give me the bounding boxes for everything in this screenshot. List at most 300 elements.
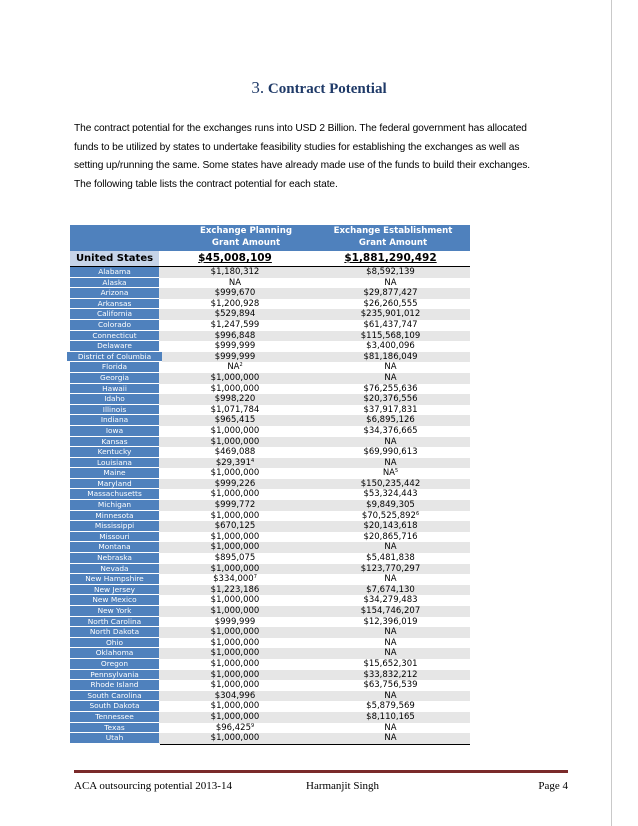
establishment-amount — [311, 606, 470, 617]
establishment-value: $115,568,109 — [360, 330, 421, 341]
table-row — [70, 394, 470, 405]
establishment-value: $9,849,305 — [366, 500, 415, 511]
establishment-amount — [311, 458, 470, 469]
establishment-value: $34,279,483 — [363, 595, 418, 606]
planning-amount — [160, 712, 310, 723]
state-name: North Carolina — [70, 617, 159, 628]
planning-value: NA — [227, 362, 240, 373]
establishment-amount — [311, 394, 470, 405]
establishment-value: $6,895,126 — [366, 415, 415, 426]
state-name: Minnesota — [70, 511, 159, 522]
establishment-value: $15,652,301 — [363, 658, 418, 669]
planning-value: $999,999 — [214, 341, 256, 352]
state-name: Oregon — [70, 659, 159, 670]
table-row — [70, 532, 470, 543]
planning-amount — [160, 500, 310, 511]
table-row — [70, 278, 470, 289]
planning-amount — [160, 394, 310, 405]
planning-amount — [160, 617, 310, 628]
table-row — [70, 733, 470, 744]
planning-value: $1,000,000 — [210, 468, 260, 479]
planning-value: $1,000,000 — [210, 627, 260, 638]
establishment-amount — [311, 733, 470, 744]
planning-amount — [160, 691, 310, 702]
table-body — [70, 267, 470, 744]
establishment-value: $61,437,747 — [363, 319, 418, 330]
state-name: Indiana — [70, 415, 159, 426]
planning-amount — [160, 267, 310, 278]
planning-value: $1,200,928 — [210, 298, 260, 309]
state-name: New York — [70, 606, 159, 617]
planning-amount — [160, 670, 310, 681]
establishment-value: $8,592,139 — [366, 267, 415, 277]
planning-value: $1,000,000 — [210, 648, 260, 659]
table-row — [70, 511, 470, 522]
planning-amount — [160, 458, 310, 469]
state-name: Michigan — [70, 500, 159, 511]
table-row — [70, 373, 470, 384]
footnote-marker: 6 — [415, 510, 420, 517]
establishment-amount — [311, 712, 470, 723]
state-name: Kansas — [70, 437, 159, 448]
state-name: Nevada — [70, 564, 159, 575]
intro-paragraph — [74, 120, 574, 194]
state-name: Texas — [70, 723, 159, 734]
planning-amount — [160, 542, 310, 553]
state-name: North Dakota — [70, 627, 159, 638]
establishment-amount — [311, 405, 470, 416]
planning-value: $1,000,000 — [210, 372, 260, 383]
establishment-value: NA — [384, 627, 397, 638]
planning-amount — [160, 723, 310, 734]
planning-amount — [160, 479, 310, 490]
planning-value: $96,425 — [215, 722, 251, 733]
establishment-value: $123,770,297 — [360, 563, 421, 574]
planning-header — [192, 226, 300, 249]
establishment-value: $3,400,096 — [366, 341, 415, 352]
grant-table — [70, 225, 470, 745]
planning-amount — [160, 511, 310, 522]
state-name: Tennessee — [70, 712, 159, 723]
establishment-amount — [311, 617, 470, 628]
table-row — [70, 489, 470, 500]
establishment-amount — [311, 553, 470, 564]
table-row — [70, 680, 470, 691]
table-row — [70, 405, 470, 416]
table-row — [70, 542, 470, 553]
establishment-amount — [311, 627, 470, 638]
footnote-marker: 4 — [250, 457, 255, 464]
section-heading — [0, 78, 638, 98]
table-row — [70, 648, 470, 659]
establishment-amount — [311, 680, 470, 691]
footer-title: ACA outsourcing potential 2013-14 — [74, 780, 232, 792]
planning-value: $1,000,000 — [210, 637, 260, 648]
planning-value: $999,999 — [214, 351, 256, 362]
state-name: Kentucky — [70, 447, 159, 458]
establishment-value: $63,756,539 — [363, 680, 418, 691]
planning-amount — [160, 384, 310, 395]
planning-amount — [160, 532, 310, 543]
table-header — [70, 225, 470, 251]
planning-value: $1,000,000 — [210, 595, 260, 606]
establishment-value: $20,376,556 — [363, 394, 418, 405]
intro-line: setting up/running the same. Some states have already made use of the funds to build their exchanges. — [74, 160, 530, 172]
planning-amount — [160, 309, 310, 320]
state-name: Iowa — [70, 426, 159, 437]
planning-amount — [160, 606, 310, 617]
table-row — [70, 617, 470, 628]
planning-value: $529,894 — [214, 309, 256, 320]
state-name: Rhode Island — [70, 680, 159, 691]
planning-amount — [160, 553, 310, 564]
planning-amount — [160, 680, 310, 691]
planning-value: $999,999 — [214, 616, 256, 627]
table-row — [70, 468, 470, 479]
establishment-amount — [311, 723, 470, 734]
planning-value: $304,996 — [214, 690, 256, 701]
state-name: Florida — [70, 362, 159, 373]
planning-amount — [160, 341, 310, 352]
establishment-value: $29,877,427 — [363, 288, 418, 299]
state-name: Pennsylvania — [70, 670, 159, 681]
footnote-marker: 7 — [253, 574, 257, 581]
table-row — [70, 362, 470, 373]
section-number: 3. — [251, 78, 265, 97]
planning-value: $1,000,000 — [210, 680, 260, 691]
table-row — [70, 437, 470, 448]
establishment-value: NA — [384, 733, 397, 744]
establishment-amount — [311, 670, 470, 681]
page-edge — [611, 0, 612, 826]
table-row — [70, 309, 470, 320]
table-row — [70, 585, 470, 596]
planning-value: $1,180,312 — [210, 267, 260, 277]
planning-value: $1,000,000 — [210, 531, 260, 542]
table-row — [70, 267, 470, 278]
establishment-value: $76,255,636 — [363, 383, 418, 394]
section-title: Contract Potential — [267, 81, 387, 97]
planning-value: $998,220 — [214, 394, 256, 405]
establishment-amount — [311, 447, 470, 458]
establishment-amount — [311, 532, 470, 543]
table-row — [70, 564, 470, 575]
table-row — [70, 701, 470, 712]
establishment-value: $20,143,618 — [363, 521, 418, 532]
table-bottom-rule — [160, 744, 470, 746]
establishment-value: NA — [384, 574, 397, 585]
establishment-value: NA — [384, 542, 397, 553]
planning-value: $1,223,186 — [210, 584, 260, 595]
table-row — [70, 299, 470, 310]
planning-amount — [160, 564, 310, 575]
planning-value: $895,075 — [214, 553, 256, 564]
establishment-amount — [311, 595, 470, 606]
planning-value: $999,226 — [214, 478, 256, 489]
establishment-amount — [311, 341, 470, 352]
table-row — [70, 352, 470, 363]
planning-value: $1,000,000 — [210, 733, 260, 744]
establishment-amount — [311, 468, 470, 479]
planning-amount — [160, 447, 310, 458]
planning-value: $1,071,784 — [210, 404, 260, 415]
state-name: California — [70, 309, 159, 320]
state-name: Mississippi — [70, 521, 159, 532]
state-name: Illinois — [70, 405, 159, 416]
planning-value: $1,000,000 — [210, 606, 260, 616]
establishment-amount — [311, 489, 470, 500]
planning-amount — [160, 426, 310, 437]
planning-amount — [160, 659, 310, 670]
planning-value: $334,000 — [213, 574, 254, 585]
table-row — [70, 415, 470, 426]
table-row — [70, 479, 470, 490]
state-name: District of Columbia — [67, 352, 162, 363]
establishment-amount — [311, 659, 470, 670]
establishment-value: $26,260,555 — [363, 298, 418, 309]
table-row — [70, 521, 470, 532]
establishment-value: $150,235,442 — [360, 478, 421, 489]
establishment-value: $34,376,665 — [363, 425, 418, 436]
establishment-amount — [311, 278, 470, 289]
establishment-amount — [311, 701, 470, 712]
planning-header-line: Grant Amount — [211, 237, 281, 248]
state-name: Delaware — [70, 341, 159, 352]
state-name: Maine — [70, 468, 159, 479]
establishment-amount — [311, 415, 470, 426]
table-row — [70, 553, 470, 564]
establishment-value: NA — [384, 372, 397, 383]
establishment-amount — [311, 426, 470, 437]
planning-value: $1,000,000 — [210, 563, 260, 574]
planning-amount — [160, 373, 310, 384]
table-row — [70, 595, 470, 606]
establishment-value: $81,186,049 — [363, 351, 418, 362]
establishment-amount — [311, 384, 470, 395]
footnote-marker: 9 — [250, 722, 255, 729]
planning-value: NA — [228, 277, 242, 288]
planning-amount — [160, 352, 310, 363]
table-row — [70, 458, 470, 469]
state-name: Arkansas — [70, 299, 159, 310]
state-name: Georgia — [70, 373, 159, 384]
planning-amount — [160, 437, 310, 448]
planning-value: $999,772 — [214, 500, 256, 511]
planning-amount — [160, 701, 310, 712]
planning-amount — [160, 331, 310, 342]
establishment-amount — [311, 331, 470, 342]
establishment-value: $5,481,838 — [366, 553, 415, 564]
state-name: New Jersey — [70, 585, 159, 596]
establishment-amount — [311, 638, 470, 649]
planning-amount — [160, 278, 310, 289]
state-name: Colorado — [70, 320, 159, 331]
state-name: Hawaii — [70, 384, 159, 395]
planning-value: $965,415 — [214, 415, 256, 426]
intro-line: The following table lists the contract potential for each state. — [74, 178, 338, 190]
establishment-value: NA — [384, 277, 397, 288]
establishment-value: NA — [384, 436, 397, 447]
establishment-value: $20,865,716 — [363, 531, 418, 542]
establishment-amount — [311, 585, 470, 596]
table-row — [70, 638, 470, 649]
table-row — [70, 426, 470, 437]
planning-amount — [160, 521, 310, 532]
establishment-amount — [311, 362, 470, 373]
table-row — [70, 500, 470, 511]
intro-line: funds to be utilized by states to undertake feasibility studies for establishing the exchanges as well as — [74, 141, 520, 153]
planning-amount — [160, 288, 310, 299]
establishment-value: NA — [384, 722, 397, 733]
table-row — [70, 712, 470, 723]
establishment-amount — [311, 542, 470, 553]
footer-author: Harmanjit Singh — [306, 780, 380, 792]
establishment-value: NA — [384, 648, 397, 659]
table-row — [70, 574, 470, 585]
establishment-value: NA — [382, 468, 395, 479]
planning-amount — [160, 574, 310, 585]
total-row — [70, 251, 470, 267]
establishment-amount — [311, 299, 470, 310]
footer-page-number: Page 4 — [538, 780, 568, 792]
table-row — [70, 659, 470, 670]
state-name: Alaska — [70, 278, 159, 289]
planning-value: $1,000,000 — [210, 669, 260, 680]
establishment-value: NA — [384, 637, 397, 648]
total-establishment: $1,881,290,492 — [344, 252, 437, 264]
establishment-value: $53,324,443 — [363, 489, 418, 500]
establishment-value: $69,990,613 — [363, 447, 418, 458]
table-row — [70, 670, 470, 681]
establishment-amount — [311, 267, 470, 278]
planning-amount — [160, 638, 310, 649]
establishment-value: NA — [384, 457, 397, 468]
planning-value: $670,125 — [214, 521, 256, 532]
state-name: Connecticut — [70, 331, 159, 342]
table-row — [70, 288, 470, 299]
establishment-amount — [311, 479, 470, 490]
state-name: South Dakota — [70, 701, 159, 712]
planning-value: $29,391 — [215, 457, 251, 468]
planning-value: $1,000,000 — [210, 510, 260, 521]
establishment-amount — [311, 288, 470, 299]
establishment-amount — [311, 691, 470, 702]
planning-amount — [160, 415, 310, 426]
state-name: South Carolina — [70, 691, 159, 702]
establishment-value: $154,746,207 — [360, 606, 421, 616]
state-name: Massachusetts — [70, 489, 159, 500]
state-name: New Mexico — [70, 595, 159, 606]
planning-amount — [160, 468, 310, 479]
planning-amount — [160, 648, 310, 659]
establishment-header — [318, 226, 468, 249]
state-name: Montana — [70, 542, 159, 553]
establishment-amount — [311, 373, 470, 384]
planning-amount — [160, 320, 310, 331]
intro-line: The contract potential for the exchanges runs into USD 2 Billion. The federal government has allocated — [74, 123, 527, 134]
state-name: Utah — [70, 733, 159, 744]
state-name: New Hampshire — [70, 574, 159, 585]
planning-value: $1,000,000 — [210, 542, 260, 553]
planning-value: $1,000,000 — [210, 489, 260, 500]
establishment-amount — [311, 564, 470, 575]
state-name: Nebraska — [70, 553, 159, 564]
establishment-value: $70,525,892 — [361, 510, 416, 521]
state-name: Arizona — [70, 288, 159, 299]
footnote-marker: 2 — [239, 362, 243, 369]
planning-value: $1,000,000 — [210, 383, 260, 394]
planning-amount — [160, 733, 310, 744]
table-row — [70, 331, 470, 342]
planning-value: $1,000,000 — [210, 701, 260, 712]
table-row — [70, 723, 470, 734]
table-row — [70, 384, 470, 395]
planning-value: $996,848 — [214, 330, 256, 341]
planning-value: $1,247,599 — [210, 319, 260, 330]
establishment-amount — [311, 500, 470, 511]
establishment-amount — [311, 648, 470, 659]
planning-value: $1,000,000 — [210, 711, 260, 722]
establishment-amount — [311, 574, 470, 585]
establishment-value: NA — [384, 362, 397, 373]
establishment-value: $37,917,831 — [363, 404, 418, 415]
establishment-amount — [311, 511, 470, 522]
state-name: Maryland — [70, 479, 159, 490]
footer-rule — [74, 770, 568, 773]
establishment-value: $33,832,212 — [363, 669, 418, 680]
planning-value: $999,670 — [214, 288, 256, 299]
establishment-header-line: Grant Amount — [358, 237, 428, 248]
establishment-value: $235,901,012 — [360, 309, 421, 320]
planning-header-line: Exchange Planning — [199, 226, 292, 236]
establishment-amount — [311, 437, 470, 448]
establishment-header-line: Exchange Establishment — [333, 226, 453, 236]
establishment-amount — [311, 352, 470, 363]
establishment-value: NA — [384, 690, 397, 701]
planning-amount — [160, 585, 310, 596]
table-row — [70, 341, 470, 352]
establishment-amount — [311, 320, 470, 331]
planning-value: $1,000,000 — [210, 425, 260, 436]
planning-amount — [160, 489, 310, 500]
footnote-marker: 5 — [395, 468, 399, 475]
establishment-value: $5,879,569 — [366, 701, 415, 712]
establishment-value: $7,674,130 — [366, 584, 415, 595]
planning-amount — [160, 362, 310, 373]
planning-amount — [160, 405, 310, 416]
state-name: Idaho — [70, 394, 159, 405]
planning-amount — [160, 627, 310, 638]
total-planning: $45,008,109 — [198, 252, 272, 264]
table-row — [70, 627, 470, 638]
total-state: United States — [70, 251, 159, 266]
state-name: Ohio — [70, 638, 159, 649]
state-name: Alabama — [70, 267, 159, 278]
table-row — [70, 606, 470, 617]
state-name: Oklahoma — [70, 648, 159, 659]
planning-amount — [160, 595, 310, 606]
planning-value: $1,000,000 — [210, 436, 260, 447]
state-name: Louisiana — [70, 458, 159, 469]
state-name: Missouri — [70, 532, 159, 543]
establishment-value: $8,110,165 — [366, 711, 415, 722]
planning-value: $1,000,000 — [210, 658, 260, 669]
planning-value: $469,088 — [214, 447, 256, 458]
establishment-value: $12,396,019 — [363, 616, 418, 627]
establishment-amount — [311, 521, 470, 532]
establishment-amount — [311, 309, 470, 320]
planning-amount — [160, 299, 310, 310]
